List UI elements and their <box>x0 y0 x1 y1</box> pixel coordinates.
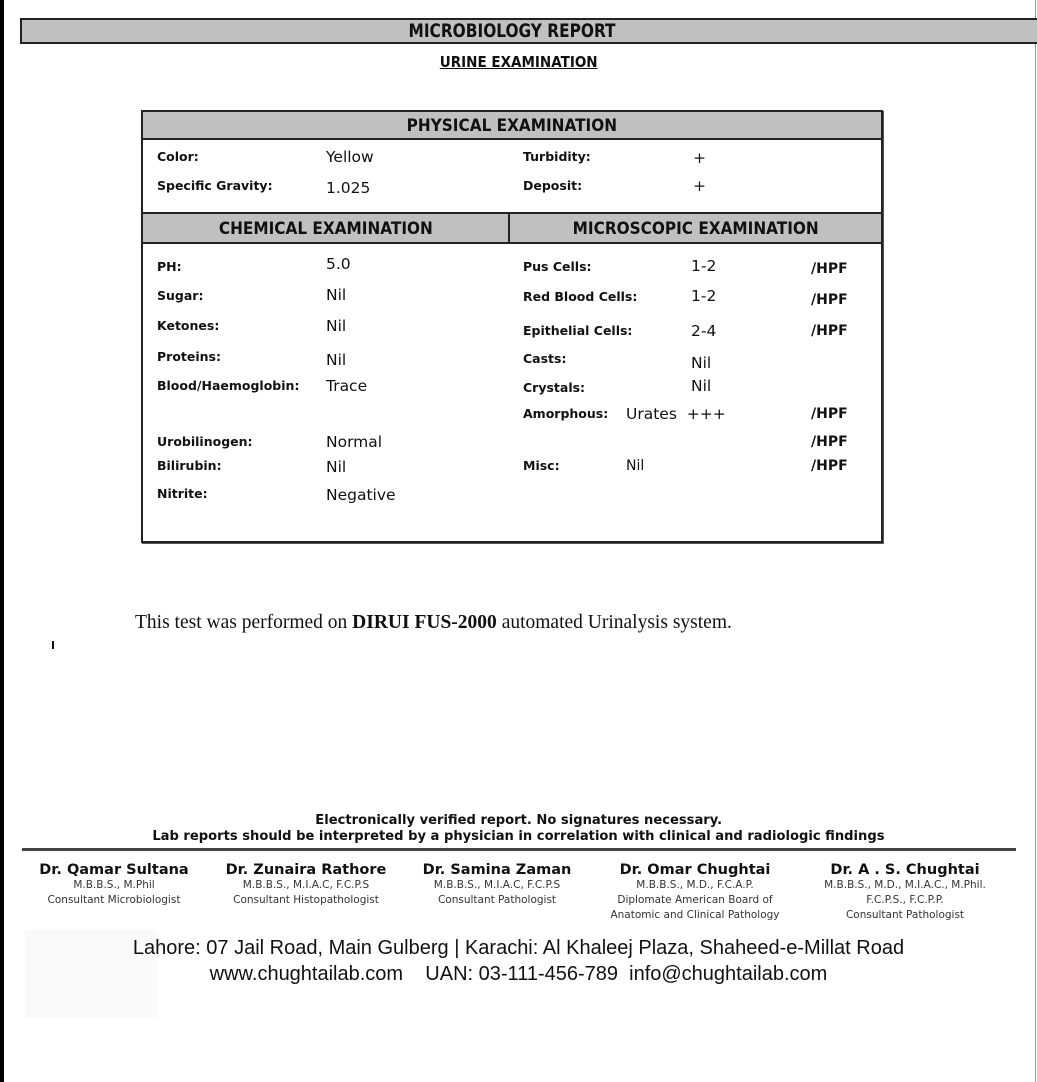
chem-label-sugar: Sugar: <box>157 288 204 303</box>
lab-address: Lahore: 07 Jail Road, Main Gulberg | Karachi: Al Khaleej Plaza, Shaheed-e-Millat Road <box>132 937 905 959</box>
disclaimer-text: Lab reports should be interpreted by a physician in correlation with clinical and radiologic findings <box>152 828 885 844</box>
micro-unit-epithelial: /HPF <box>811 323 848 339</box>
doctor-title: Consultant Histopathologist <box>233 894 379 906</box>
doctor-name: Dr. Omar Chughtai <box>619 862 771 878</box>
chem-label-proteins: Proteins: <box>157 349 221 364</box>
deposit-value: + <box>693 177 706 195</box>
micro-value-epithelial: 2-4 <box>691 322 717 340</box>
doctor-card <box>215 862 397 908</box>
doctor-card <box>805 862 1005 923</box>
doctor-title: Diplomate American Board of <box>617 894 773 906</box>
doctor-name: Dr. A . S. Chughtai <box>830 862 980 878</box>
physical-exam-heading <box>143 112 881 140</box>
chem-value-sugar: Nil <box>326 286 347 304</box>
chem-label-nitrite: Nitrite: <box>157 486 208 501</box>
doctor-qualification: F.C.P.S., F.C.P.P. <box>866 894 944 906</box>
analyzer-note <box>135 612 732 634</box>
micro-value-pus-cells: 1-2 <box>691 257 717 275</box>
color-value: Yellow <box>326 148 374 166</box>
verified-notice <box>0 812 1037 828</box>
chem-value-nitrite: Negative <box>326 486 396 504</box>
verified-notice-text: Electronically verified report. No signatures necessary. <box>315 812 722 828</box>
chem-value-urobilinogen: Normal <box>326 433 383 451</box>
micro-value-amorphous: Urates +++ <box>626 405 726 423</box>
footer-separator <box>22 848 1016 851</box>
chem-label-urobilinogen: Urobilinogen: <box>157 434 253 449</box>
doctor-title: Consultant Microbiologist <box>47 894 181 906</box>
chem-value-ph: 5.0 <box>326 255 351 273</box>
chem-value-blood: Trace <box>326 377 368 395</box>
doctor-name: Dr. Zunaira Rathore <box>225 862 387 878</box>
micro-value-rbc: 1-2 <box>691 287 717 305</box>
lab-contact: www.chughtailab.com UAN: 03-111-456-789 info@chughtailab.com <box>209 963 828 985</box>
chemical-exam-heading-text: CHEMICAL EXAMINATION <box>218 219 433 239</box>
report-subtitle-wrap <box>0 52 1037 71</box>
micro-unit-amorphous: /HPF <box>811 406 848 422</box>
doctor-title: Anatomic and Clinical Pathology <box>610 909 780 921</box>
chem-label-ketones: Ketones: <box>157 318 220 333</box>
micro-label-pus-cells: Pus Cells: <box>523 259 592 274</box>
micro-label-crystals: Crystals: <box>523 380 586 395</box>
micro-label-amorphous: Amorphous: <box>523 406 609 421</box>
micro-value-misc: Nil <box>626 458 645 474</box>
doctor-qualification: M.B.B.S., M.D., F.C.A.P. <box>636 879 754 891</box>
micro-unit-rbc: /HPF <box>811 292 848 308</box>
chemical-exam-heading <box>143 212 510 244</box>
micro-unit-misc: /HPF <box>811 458 848 474</box>
chem-label-blood: Blood/Haemoglobin: <box>157 378 300 393</box>
analyzer-note-suffix: automated Urinalysis system. <box>496 612 732 633</box>
color-label: Color: <box>157 149 199 164</box>
doctor-qualification: M.B.B.S., M.D., M.I.A.C., M.Phil. <box>824 879 986 891</box>
specific-gravity-value: 1.025 <box>326 179 371 197</box>
doctor-card <box>595 862 795 923</box>
micro-label-casts: Casts: <box>523 351 567 366</box>
physical-exam-heading-text: PHYSICAL EXAMINATION <box>406 116 618 136</box>
doctor-qualification: M.B.B.S., M.Phil <box>73 879 155 891</box>
chem-value-proteins: Nil <box>326 351 347 369</box>
doctor-name: Dr. Samina Zaman <box>422 862 572 878</box>
chem-value-ketones: Nil <box>326 317 347 335</box>
micro-value-crystals: Nil <box>691 377 712 395</box>
chem-label-bilirubin: Bilirubin: <box>157 458 222 473</box>
micro-unit-pus-cells: /HPF <box>811 261 848 277</box>
stray-mark <box>52 641 54 649</box>
micro-label-misc: Misc: <box>523 458 560 473</box>
doctor-card <box>28 862 200 908</box>
doctor-title: Consultant Pathologist <box>437 894 557 906</box>
analyzer-note-prefix: This test was performed on <box>135 612 353 633</box>
left-edge-border <box>0 0 4 1082</box>
doctor-qualification: M.B.B.S., M.I.A.C, F.C.P.S <box>433 879 561 891</box>
doctor-qualification: M.B.B.S., M.I.A.C, F.C.P.S <box>242 879 370 891</box>
micro-label-epithelial: Epithelial Cells: <box>523 323 633 338</box>
doctor-name: Dr. Qamar Sultana <box>39 862 189 878</box>
disclaimer <box>0 828 1037 844</box>
report-title: MICROBIOLOGY REPORT <box>408 20 617 42</box>
chem-value-bilirubin: Nil <box>326 458 347 476</box>
microscopic-exam-heading <box>510 212 881 244</box>
micro-label-rbc: Red Blood Cells: <box>523 289 638 304</box>
report-subtitle: URINE EXAMINATION <box>439 53 598 71</box>
doctor-title: Consultant Pathologist <box>845 909 965 921</box>
deposit-label: Deposit: <box>523 178 583 193</box>
microscopic-exam-heading-text: MICROSCOPIC EXAMINATION <box>572 219 819 239</box>
analyzer-device-name: DIRUI FUS-2000 <box>352 612 497 633</box>
chem-label-ph: PH: <box>157 259 182 274</box>
turbidity-label: Turbidity: <box>523 149 591 164</box>
right-edge-border <box>1035 0 1036 1082</box>
micro-value-casts: Nil <box>691 354 712 372</box>
report-title-bar <box>20 18 1037 44</box>
micro-unit-blank-row: /HPF <box>811 434 848 450</box>
urine-results-table <box>141 110 883 543</box>
doctor-card <box>412 862 582 908</box>
specific-gravity-label: Specific Gravity: <box>157 178 273 193</box>
turbidity-value: + <box>693 149 706 167</box>
